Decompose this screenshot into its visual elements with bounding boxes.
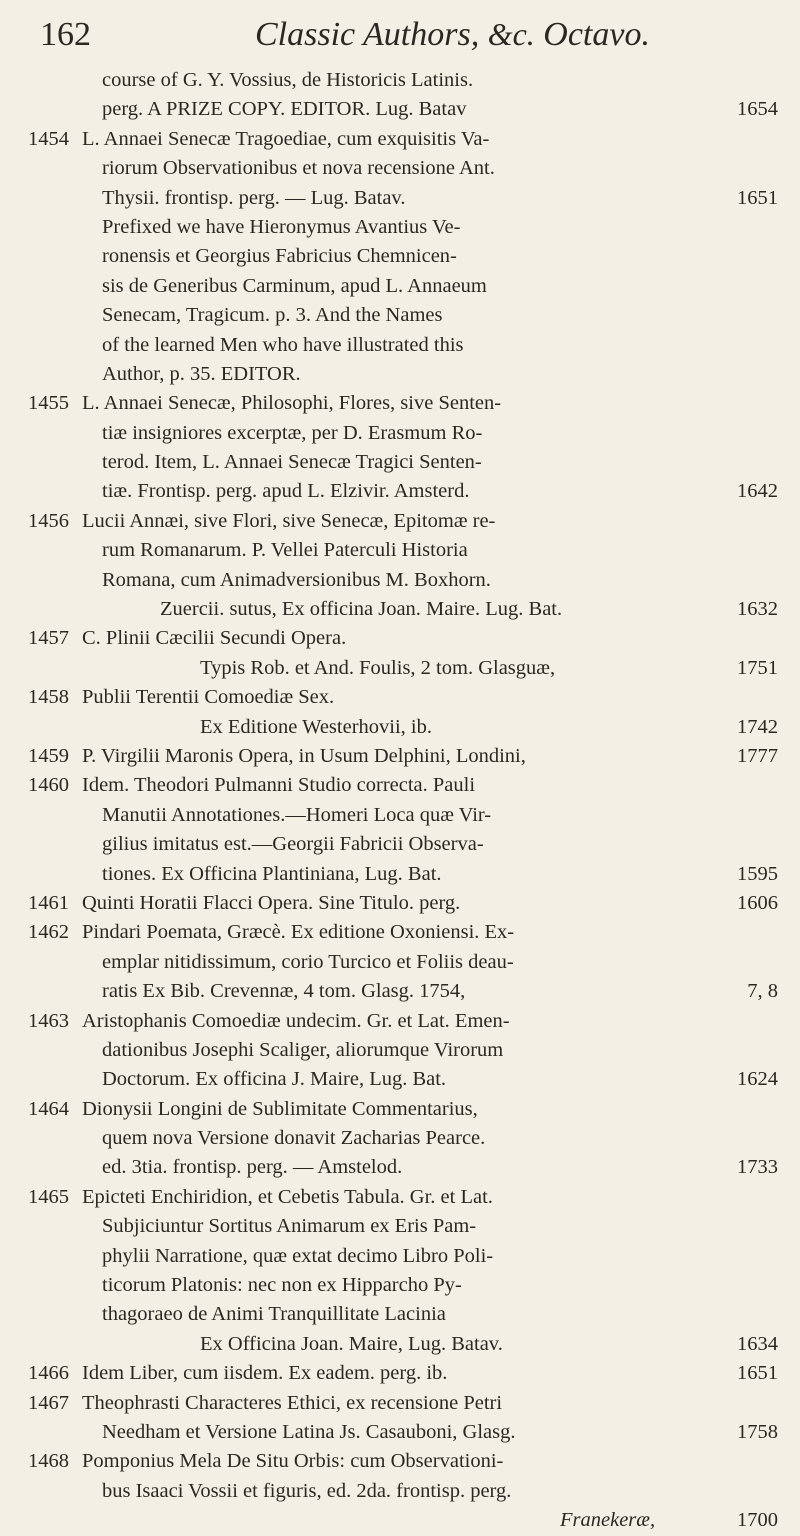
entry-text: Idem Liber, cum iisdem. Ex eadem. perg. ib. bbox=[82, 1362, 448, 1385]
entry-line bbox=[0, 477, 800, 506]
entry-line bbox=[0, 272, 800, 301]
entry-year: 1606 bbox=[737, 891, 778, 914]
catalog-entry bbox=[0, 889, 800, 918]
catalog-entry bbox=[0, 66, 800, 125]
entry-number: 1464 bbox=[28, 1097, 69, 1120]
catalog-entry bbox=[0, 771, 800, 889]
entry-text: Epicteti Enchiridion, et Cebetis Tabula. Gr. et Lat. bbox=[82, 1185, 493, 1208]
catalog-entry bbox=[0, 1359, 800, 1388]
entry-text: Idem. Theodori Pulmanni Studio correcta. Pauli bbox=[82, 774, 476, 797]
entry-text: bus Isaaci Vossii et figuris, ed. 2da. frontisp. perg. bbox=[102, 1479, 512, 1502]
entry-text: ronensis et Georgius Fabricius Chemnicen- bbox=[102, 245, 457, 268]
catalog-entry bbox=[0, 624, 800, 683]
entry-text: Needham et Versione Latina Js. Casauboni, Glasg. bbox=[102, 1420, 516, 1443]
entry-line bbox=[0, 1183, 800, 1212]
entry-number: 1468 bbox=[28, 1450, 69, 1473]
entry-year: 1742 bbox=[737, 715, 778, 738]
entry-year: 1654 bbox=[737, 98, 778, 121]
entry-line bbox=[0, 683, 800, 712]
entry-text: Thysii. frontisp. perg. — Lug. Batav. bbox=[102, 186, 406, 209]
entry-text: emplar nitidissimum, corio Turcico et Foliis deau- bbox=[102, 950, 514, 973]
entry-number: 1459 bbox=[28, 744, 69, 767]
entry-line bbox=[0, 1212, 800, 1241]
entry-text: Ex Editione Westerhovii, ib. bbox=[200, 715, 432, 738]
entry-line bbox=[0, 771, 800, 800]
catalog-entry bbox=[0, 1389, 800, 1448]
entry-number: 1456 bbox=[28, 509, 69, 532]
entry-line bbox=[0, 1418, 800, 1447]
entry-line bbox=[0, 448, 800, 477]
entry-text: rum Romanarum. P. Vellei Paterculi Historia bbox=[102, 539, 468, 562]
entry-number: 1458 bbox=[28, 686, 69, 709]
entry-text: of the learned Men who have illustrated this bbox=[102, 333, 464, 356]
entry-year: 1651 bbox=[737, 1362, 778, 1385]
entry-line bbox=[0, 1330, 800, 1359]
entry-line bbox=[0, 918, 800, 947]
entry-line bbox=[0, 1271, 800, 1300]
entry-line bbox=[0, 1036, 800, 1065]
entry-line bbox=[0, 507, 800, 536]
entry-text: L. Annaei Senecæ Tragoediae, cum exquisitis Va- bbox=[82, 127, 490, 150]
page-number: 162 bbox=[40, 16, 91, 53]
catalog-entries bbox=[0, 66, 800, 1536]
entry-line bbox=[0, 1153, 800, 1182]
entry-line bbox=[0, 184, 800, 213]
entry-text: Doctorum. Ex officina J. Maire, Lug. Bat. bbox=[102, 1068, 447, 1091]
entry-line bbox=[0, 1300, 800, 1329]
catalog-entry bbox=[0, 683, 800, 742]
entry-text: course of G. Y. Vossius, de Historicis Latinis. bbox=[102, 69, 474, 91]
entry-number: 1466 bbox=[28, 1362, 69, 1385]
entry-year: 1595 bbox=[737, 862, 778, 885]
running-title bbox=[255, 16, 650, 54]
entry-year: 1642 bbox=[737, 480, 778, 503]
entry-text: gilius imitatus est.—Georgii Fabricii Observa- bbox=[102, 833, 484, 856]
entry-year: 1624 bbox=[737, 1068, 778, 1091]
catalog-entry bbox=[0, 1447, 800, 1535]
catalog-entry bbox=[0, 742, 800, 771]
entry-line bbox=[0, 95, 800, 124]
entry-text: Ex Officina Joan. Maire, Lug. Batav. bbox=[200, 1332, 503, 1355]
entry-line bbox=[0, 66, 800, 95]
entry-line bbox=[0, 1447, 800, 1476]
entry-year: 1700 bbox=[737, 1509, 778, 1532]
catalog-entry bbox=[0, 1183, 800, 1359]
entry-year: 7, 8 bbox=[747, 980, 778, 1003]
entry-number: 1465 bbox=[28, 1185, 69, 1208]
catalog-entry bbox=[0, 918, 800, 1006]
page-header bbox=[40, 10, 775, 70]
entry-line bbox=[0, 1007, 800, 1036]
entry-line bbox=[0, 389, 800, 418]
catalog-entry bbox=[0, 1095, 800, 1183]
running-title-main: Classic Authors, bbox=[255, 16, 480, 53]
entry-text: Publii Terentii Comoediæ Sex. bbox=[82, 686, 335, 709]
entry-number: 1454 bbox=[28, 127, 69, 150]
entry-text: L. Annaei Senecæ, Philosophi, Flores, sive Senten- bbox=[82, 392, 502, 415]
entry-text: Pomponius Mela De Situ Orbis: cum Observationi- bbox=[82, 1450, 504, 1473]
entry-line bbox=[0, 1359, 800, 1388]
entry-text: Subjiciuntur Sortitus Animarum ex Eris Pam- bbox=[102, 1215, 477, 1238]
catalog-entry bbox=[0, 389, 800, 507]
entry-line bbox=[0, 154, 800, 183]
entry-line bbox=[0, 595, 800, 624]
entry-text: Quinti Horatii Flacci Opera. Sine Titulo. perg. bbox=[82, 891, 461, 914]
entry-line bbox=[0, 1389, 800, 1418]
entry-text: ticorum Platonis: nec non ex Hipparcho Py- bbox=[102, 1274, 462, 1297]
entry-number: 1455 bbox=[28, 392, 69, 415]
entry-line bbox=[0, 213, 800, 242]
entry-number: 1461 bbox=[28, 891, 69, 914]
entry-number: 1460 bbox=[28, 774, 69, 797]
entry-line bbox=[0, 331, 800, 360]
entry-year: 1634 bbox=[737, 1332, 778, 1355]
entry-text: Theophrasti Characteres Ethici, ex recensione Petri bbox=[82, 1391, 503, 1414]
entry-text: Author, p. 35. EDITOR. bbox=[102, 362, 301, 385]
entry-line bbox=[0, 125, 800, 154]
entry-line bbox=[0, 801, 800, 830]
entry-text: sis de Generibus Carminum, apud L. Annaeum bbox=[102, 274, 487, 297]
catalog-entry bbox=[0, 125, 800, 390]
entry-text: dationibus Josephi Scaliger, aliorumque Virorum bbox=[102, 1038, 504, 1061]
entry-year: 1733 bbox=[737, 1156, 778, 1179]
entry-text: ed. 3tia. frontisp. perg. — Amstelod. bbox=[102, 1156, 403, 1179]
entry-text: thagoraeo de Animi Tranquillitate Lacinia bbox=[102, 1303, 446, 1326]
entry-line bbox=[0, 889, 800, 918]
entry-number: 1457 bbox=[28, 627, 69, 650]
running-title-format: Octavo. bbox=[543, 16, 650, 53]
entry-text: Romana, cum Animadversionibus M. Boxhorn. bbox=[102, 568, 491, 591]
entry-line bbox=[0, 536, 800, 565]
catalog-entry bbox=[0, 1007, 800, 1095]
entry-text: Franekeræ, bbox=[560, 1509, 656, 1532]
entry-text: riorum Observationibus et nova recensione Ant. bbox=[102, 157, 495, 180]
entry-line bbox=[0, 1095, 800, 1124]
entry-text: Aristophanis Comoediæ undecim. Gr. et Lat. Emen- bbox=[82, 1009, 510, 1032]
entry-line bbox=[0, 242, 800, 271]
entry-line bbox=[0, 1124, 800, 1153]
entry-year: 1758 bbox=[737, 1420, 778, 1443]
entry-text: tiones. Ex Officina Plantiniana, Lug. Bat. bbox=[102, 862, 442, 885]
entry-line bbox=[0, 360, 800, 389]
catalog-entry bbox=[0, 507, 800, 625]
entry-text: P. Virgilii Maronis Opera, in Usum Delphini, Londini, bbox=[82, 744, 526, 767]
entry-line bbox=[0, 624, 800, 653]
entry-text: phylii Narratione, quæ extat decimo Libro Poli- bbox=[102, 1244, 494, 1267]
entry-line bbox=[0, 654, 800, 683]
entry-year: 1777 bbox=[737, 744, 778, 767]
running-title-etc: &c. bbox=[487, 16, 535, 52]
entry-text: tiæ insigniores excerptæ, per D. Erasmum Ro- bbox=[102, 421, 483, 444]
entry-year: 1632 bbox=[737, 598, 778, 621]
entry-line bbox=[0, 1065, 800, 1094]
entry-text: Lucii Annæi, sive Flori, sive Senecæ, Epitomæ re- bbox=[82, 509, 496, 532]
entry-line bbox=[0, 1477, 800, 1506]
entry-text: ratis Ex Bib. Crevennæ, 4 tom. Glasg. 1754, bbox=[102, 980, 466, 1003]
entry-text: Typis Rob. et And. Foulis, 2 tom. Glasguæ, bbox=[200, 656, 556, 679]
entry-line bbox=[0, 713, 800, 742]
entry-line bbox=[0, 1506, 800, 1535]
entry-line bbox=[0, 860, 800, 889]
entry-line bbox=[0, 977, 800, 1006]
entry-text: perg. A PRIZE COPY. EDITOR. Lug. Batav bbox=[102, 98, 467, 121]
entry-text: Pindari Poemata, Græcè. Ex editione Oxoniensi. Ex- bbox=[82, 921, 515, 944]
entry-year: 1651 bbox=[737, 186, 778, 209]
entry-text: quem nova Versione donavit Zacharias Pearce. bbox=[102, 1127, 486, 1150]
entry-line bbox=[0, 948, 800, 977]
entry-text: tiæ. Frontisp. perg. apud L. Elzivir. Amsterd. bbox=[102, 480, 470, 503]
entry-line bbox=[0, 742, 800, 771]
entry-line bbox=[0, 1242, 800, 1271]
entry-text: Senecam, Tragicum. p. 3. And the Names bbox=[102, 304, 443, 327]
entry-text: terod. Item, L. Annaei Senecæ Tragici Senten- bbox=[102, 451, 482, 474]
entry-line bbox=[0, 830, 800, 859]
entry-text: C. Plinii Cæcilii Secundi Opera. bbox=[82, 627, 347, 650]
entry-text: Zuercii. sutus, Ex officina Joan. Maire. Lug. Bat. bbox=[160, 598, 563, 621]
entry-number: 1463 bbox=[28, 1009, 69, 1032]
entry-line bbox=[0, 419, 800, 448]
entry-text: Manutii Annotationes.—Homeri Loca quæ Vir- bbox=[102, 803, 492, 826]
entry-text: Dionysii Longini de Sublimitate Commentarius, bbox=[82, 1097, 478, 1120]
entry-number: 1467 bbox=[28, 1391, 69, 1414]
entry-line bbox=[0, 566, 800, 595]
entry-text: Prefixed we have Hieronymus Avantius Ve- bbox=[102, 215, 461, 238]
entry-year: 1751 bbox=[737, 656, 778, 679]
entry-line bbox=[0, 301, 800, 330]
entry-number: 1462 bbox=[28, 921, 69, 944]
